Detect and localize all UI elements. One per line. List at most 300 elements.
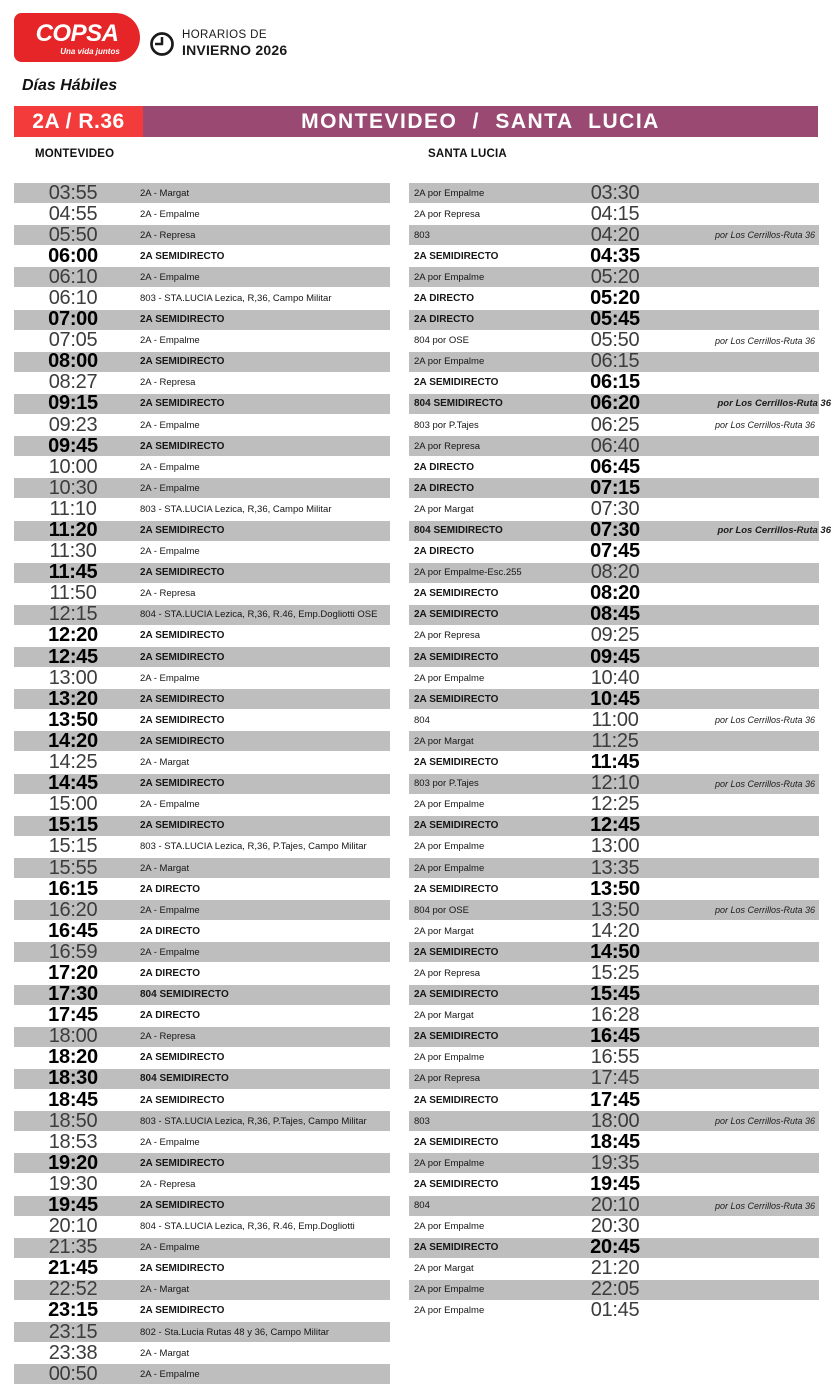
schedule-row (409, 1111, 819, 1131)
departure-time: 22:05 (590, 1278, 640, 1301)
route-label: 803 - STA.LUCIA Lezica, R,36, P.Tajes, Campo Militar (140, 1115, 367, 1127)
departure-time: 06:10 (48, 265, 98, 288)
schedule-row (409, 1280, 819, 1300)
departure-time: 20:10 (590, 1194, 640, 1216)
route-title: MONTEVIDEO / SANTA LUCIA (143, 106, 818, 137)
schedule-row (409, 1090, 819, 1110)
route-label: 803 - STA.LUCIA Lezica, R,36, Campo Militar (140, 503, 332, 515)
departure-time: 20:30 (590, 1215, 640, 1238)
schedule-row (409, 963, 819, 983)
schedule-row (409, 373, 819, 393)
departure-time: 11:50 (49, 582, 97, 605)
departure-time: 12:20 (48, 624, 98, 647)
route-label: 2A por Empalme-Esc.255 (414, 567, 522, 579)
schedule-row (14, 985, 390, 1005)
departure-time: 19:45 (590, 1172, 640, 1195)
route-label: 2A SEMIDIRECTO (140, 735, 225, 747)
departure-time: 13:00 (48, 666, 98, 689)
route-label: 804 por OSE (414, 335, 469, 347)
departure-time: 18:50 (48, 1109, 98, 1132)
santa-lucia-schedule-table (409, 181, 831, 1322)
route-label: 2A por Empalme (414, 841, 485, 853)
schedule-row (14, 1238, 390, 1258)
departure-time: 06:20 (590, 392, 640, 415)
via-note: por Los Cerrillos-Ruta 36 (714, 230, 815, 241)
route-label: 2A - Represa (140, 377, 196, 389)
route-label: 2A - Margat (140, 757, 190, 769)
schedule-row (409, 331, 819, 351)
schedule-row (409, 1238, 819, 1258)
departure-time: 04:20 (590, 223, 640, 246)
route-label: 2A SEMIDIRECTO (414, 609, 499, 621)
route-label: 2A SEMIDIRECTO (140, 525, 225, 536)
schedule-row (409, 267, 819, 287)
departure-time: 07:30 (590, 497, 640, 520)
route-label: 2A por Represa (414, 630, 481, 642)
route-label: 2A - Empalme (140, 271, 200, 283)
route-label: 2A SEMIDIRECTO (414, 250, 499, 262)
departure-time: 13:20 (48, 687, 98, 710)
route-label: 2A - Empalme (140, 546, 200, 558)
schedule-row (14, 246, 390, 266)
schedule-row (14, 774, 390, 794)
route-label: 2A SEMIDIRECTO (140, 693, 225, 705)
departure-time: 12:45 (48, 645, 98, 668)
schedule-row (409, 942, 819, 962)
departure-time: 03:55 (48, 181, 98, 204)
departure-time: 23:38 (48, 1341, 98, 1364)
schedule-row (409, 542, 819, 562)
route-label: 2A - Empalme (140, 799, 200, 811)
schedule-row (409, 478, 819, 498)
schedule-row (409, 310, 819, 330)
departure-time: 18:20 (48, 1046, 98, 1069)
route-label: 802 - Sta.Lucia Rutas 48 y 36, Campo Militar (140, 1326, 330, 1338)
route-label: 2A SEMIDIRECTO (414, 883, 499, 895)
route-label: 2A - Represa (140, 1031, 196, 1043)
departure-time: 01:45 (590, 1299, 640, 1322)
route-label: 2A por Margat (414, 735, 474, 747)
route-label: 804 SEMIDIRECTO (140, 989, 229, 1001)
schedule-row (14, 963, 390, 983)
departure-time: 09:45 (590, 645, 640, 668)
departure-time: 16:15 (48, 877, 98, 900)
schedule-row (409, 816, 819, 836)
departure-time: 06:25 (590, 413, 640, 436)
route-label: 2A SEMIDIRECTO (140, 820, 225, 832)
day-type-label: Días Hábiles (22, 77, 118, 94)
schedule-row (14, 1132, 390, 1152)
departure-time: 17:45 (48, 1004, 98, 1027)
route-label: 2A SEMIDIRECTO (140, 250, 225, 262)
departure-time: 23:15 (48, 1320, 98, 1343)
route-label: 2A por Empalme (414, 1305, 485, 1317)
schedule-row (409, 605, 819, 625)
route-label: 804 por OSE (414, 904, 469, 916)
route-label: 2A - Represa (140, 229, 196, 241)
departure-time: 11:00 (591, 708, 639, 731)
route-label: 2A SEMIDIRECTO (140, 1157, 225, 1169)
schedule-row (14, 1153, 390, 1173)
departure-time: 09:23 (48, 413, 98, 436)
schedule-row (14, 394, 390, 414)
departure-time: 19:20 (48, 1151, 98, 1174)
schedule-row (409, 415, 819, 435)
departure-time: 16:45 (590, 1025, 640, 1048)
via-note: por Los Cerrillos-Ruta 36 (714, 335, 815, 346)
schedule-row (14, 204, 390, 224)
schedule-row (409, 392, 831, 415)
schedule-row (14, 1343, 390, 1363)
route-label: 2A SEMIDIRECTO (140, 1305, 225, 1317)
schedule-row (409, 921, 819, 941)
route-label: 2A DIRECTO (140, 883, 201, 895)
departure-time: 14:50 (590, 940, 640, 963)
schedule-row (409, 1196, 819, 1216)
departure-time: 17:20 (48, 961, 98, 984)
departure-time: 10:45 (590, 687, 640, 710)
schedule-row (409, 858, 819, 878)
schedule-row (409, 985, 819, 1005)
departure-time: 13:35 (590, 856, 640, 879)
departure-time: 16:55 (590, 1046, 640, 1069)
via-note: por Los Cerrillos-Ruta 36 (714, 905, 815, 916)
route-label: 2A - Empalme (140, 1242, 200, 1254)
schedule-row (409, 900, 819, 920)
schedule-row (14, 668, 390, 688)
season-block (149, 29, 287, 58)
route-label: 803 - STA.LUCIA Lezica, R,36, P.Tajes, Campo Militar (140, 841, 367, 853)
schedule-row (14, 626, 390, 646)
departure-time: 20:10 (48, 1215, 98, 1238)
route-label: 2A DIRECTO (140, 925, 201, 937)
schedule-row (409, 563, 819, 583)
route-label: 2A por Empalme (414, 672, 485, 684)
schedule-row (14, 1364, 390, 1384)
departure-time: 17:45 (590, 1088, 640, 1111)
schedule-row (14, 1217, 390, 1237)
route-label: 2A SEMIDIRECTO (414, 1031, 499, 1043)
schedule-row (14, 753, 390, 773)
schedule-row (14, 1111, 390, 1131)
route-label: 2A SEMIDIRECTO (414, 588, 499, 600)
route-label: 2A por Margat (414, 1010, 474, 1022)
route-label: 2A DIRECTO (414, 482, 475, 494)
departure-time: 05:20 (590, 286, 640, 309)
route-label: 2A SEMIDIRECTO (140, 651, 225, 663)
schedule-row (14, 457, 390, 477)
route-label: 804 SEMIDIRECTO (414, 525, 503, 536)
route-label: 2A - Empalme (140, 1136, 200, 1148)
route-label: 2A SEMIDIRECTO (140, 567, 225, 579)
departure-time: 08:20 (590, 582, 640, 605)
route-label: 804 SEMIDIRECTO (140, 1073, 229, 1085)
schedule-row (14, 478, 390, 498)
route-label: 2A - Empalme (140, 419, 200, 431)
schedule-row (409, 1153, 819, 1173)
departure-time: 07:15 (590, 476, 640, 499)
departure-time: 11:30 (49, 540, 97, 563)
route-label: 2A DIRECTO (140, 967, 201, 979)
schedule-row (14, 521, 390, 541)
departure-time: 12:15 (48, 603, 98, 626)
departure-time: 10:00 (48, 455, 98, 478)
route-label: 2A SEMIDIRECTO (140, 1263, 225, 1275)
route-label: 2A por Empalme (414, 799, 485, 811)
route-title-bar (14, 106, 818, 137)
route-label: 2A - Empalme (140, 1368, 200, 1380)
departure-time: 12:45 (590, 814, 640, 837)
schedule-row (14, 563, 390, 583)
schedule-row (14, 1174, 390, 1194)
route-label: 2A SEMIDIRECTO (414, 989, 499, 1001)
schedule-row (14, 816, 390, 836)
departure-time: 09:15 (48, 392, 98, 415)
departure-time: 20:45 (590, 1236, 640, 1259)
schedule-row (409, 519, 831, 541)
departure-time: 18:45 (48, 1088, 98, 1111)
schedule-row (14, 183, 390, 203)
schedule-row (14, 542, 390, 562)
departure-time: 11:20 (48, 519, 98, 541)
route-label: 2A SEMIDIRECTO (414, 1178, 499, 1190)
route-label: 2A por Empalme (414, 862, 485, 874)
column-header-santa-lucia: SANTA LUCIA (428, 148, 507, 160)
via-note: por Los Cerrillos-Ruta 36 (714, 778, 815, 789)
departure-time: 11:25 (591, 729, 639, 752)
departure-time: 18:45 (590, 1130, 640, 1153)
route-label: 2A - Empalme (140, 335, 200, 347)
route-label: 2A SEMIDIRECTO (414, 757, 499, 769)
schedule-row (409, 1301, 819, 1321)
schedule-row (14, 942, 390, 962)
departure-time: 14:20 (48, 729, 98, 752)
montevideo-schedule-table (14, 183, 390, 1385)
via-note: por Los Cerrillos-Ruta 36 (714, 1200, 815, 1211)
via-note: por Los Cerrillos-Ruta 36 (717, 525, 831, 536)
departure-time: 08:27 (48, 371, 98, 394)
departure-time: 21:20 (590, 1257, 640, 1280)
schedule-row (409, 710, 819, 730)
departure-time: 11:45 (48, 561, 98, 584)
departure-time: 16:20 (48, 898, 98, 921)
schedule-row (409, 1027, 819, 1047)
schedule-row (14, 1090, 390, 1110)
schedule-row (14, 1027, 390, 1047)
schedule-row (409, 183, 819, 203)
departure-time: 10:40 (590, 666, 640, 689)
schedule-row (14, 795, 390, 815)
route-label: 2A - Empalme (140, 482, 200, 494)
departure-time: 17:45 (590, 1067, 640, 1090)
departure-time: 00:50 (48, 1362, 98, 1385)
route-label: 2A DIRECTO (140, 1010, 201, 1022)
schedule-row (14, 352, 390, 372)
via-note: por Los Cerrillos-Ruta 36 (714, 715, 815, 726)
departure-time: 11:10 (49, 497, 97, 520)
schedule-row (14, 731, 390, 751)
route-label: 2A - Margat (140, 1347, 190, 1359)
departure-time: 15:45 (590, 983, 640, 1006)
route-label: 2A por Represa (414, 1073, 481, 1085)
departure-time: 12:25 (590, 793, 640, 816)
route-label: 2A SEMIDIRECTO (140, 778, 225, 790)
departure-time: 15:55 (48, 856, 98, 879)
schedule-row (14, 415, 390, 435)
departure-time: 13:50 (590, 898, 640, 921)
departure-time: 04:15 (590, 202, 640, 225)
schedule-row (14, 858, 390, 878)
logo-tagline: Una vida juntos (60, 46, 120, 56)
schedule-row (14, 436, 390, 456)
route-label: 2A - Represa (140, 1178, 196, 1190)
schedule-row (14, 288, 390, 308)
schedule-row (14, 647, 390, 667)
schedule-row (409, 1217, 819, 1237)
route-label: 2A por Margat (414, 503, 474, 515)
route-label: 2A DIRECTO (414, 546, 475, 558)
route-label: 2A SEMIDIRECTO (414, 693, 499, 705)
schedule-row (14, 499, 390, 519)
departure-time: 19:35 (590, 1151, 640, 1174)
schedule-row (409, 1006, 819, 1026)
schedule-row (14, 1069, 390, 1089)
route-label: 2A por Represa (414, 208, 481, 220)
route-label: 2A - Empalme (140, 946, 200, 958)
schedule-row (14, 1048, 390, 1068)
departure-time: 11:45 (590, 751, 640, 774)
departure-time: 06:15 (590, 350, 640, 373)
route-label: 804 SEMIDIRECTO (414, 398, 503, 410)
departure-time: 08:00 (48, 350, 98, 373)
route-label: 2A SEMIDIRECTO (140, 398, 225, 410)
route-label: 2A DIRECTO (414, 314, 475, 326)
departure-time: 06:00 (48, 244, 98, 267)
departure-time: 15:25 (590, 961, 640, 984)
route-label: 2A SEMIDIRECTO (140, 1052, 225, 1064)
schedule-row (409, 1259, 819, 1279)
schedule-row (14, 1196, 390, 1216)
schedule-row (14, 837, 390, 857)
departure-time: 06:10 (48, 286, 98, 309)
schedule-row (409, 753, 819, 773)
schedule-row (14, 1301, 390, 1321)
departure-time: 05:45 (590, 308, 640, 331)
departure-time: 13:00 (590, 835, 640, 858)
schedule-row (409, 246, 819, 266)
departure-time: 06:15 (590, 371, 640, 394)
departure-time: 09:25 (590, 624, 640, 647)
route-label: 2A SEMIDIRECTO (414, 820, 499, 832)
schedule-row (14, 584, 390, 604)
departure-time: 12:10 (590, 772, 640, 795)
schedule-row (14, 879, 390, 899)
departure-time: 17:30 (48, 983, 98, 1006)
schedule-row (14, 1006, 390, 1026)
route-label: 2A SEMIDIRECTO (140, 356, 225, 368)
departure-time: 05:20 (590, 265, 640, 288)
schedule-row (14, 710, 390, 730)
departure-time: 03:30 (590, 181, 640, 204)
route-label: 2A por Margat (414, 925, 474, 937)
departure-time: 05:50 (590, 329, 640, 352)
column-header-montevideo: MONTEVIDEO (35, 148, 115, 160)
via-note: por Los Cerrillos-Ruta 36 (714, 1116, 815, 1127)
schedule-row (409, 352, 819, 372)
departure-time: 14:25 (48, 751, 98, 774)
departure-time: 18:30 (48, 1067, 98, 1090)
departure-time: 15:15 (48, 835, 98, 858)
schedule-row (409, 879, 819, 899)
departure-time: 15:15 (48, 814, 98, 837)
departure-time: 22:52 (48, 1278, 98, 1301)
schedule-row (14, 1280, 390, 1300)
departure-time: 18:00 (48, 1025, 98, 1048)
route-label: 803 por P.Tajes (414, 419, 479, 431)
departure-time: 09:45 (48, 434, 98, 457)
route-label: 2A por Empalme (414, 1284, 485, 1296)
departure-time: 16:28 (590, 1004, 640, 1027)
route-label: 2A por Represa (414, 967, 481, 979)
schedule-row (14, 921, 390, 941)
departure-time: 07:00 (48, 308, 98, 331)
departure-time: 06:40 (590, 434, 640, 457)
route-label: 2A SEMIDIRECTO (414, 1136, 499, 1148)
departure-time: 21:45 (48, 1257, 98, 1280)
departure-time: 07:30 (590, 519, 640, 541)
clock-icon (149, 31, 175, 57)
route-label: 2A DIRECTO (414, 461, 475, 473)
route-label: 2A SEMIDIRECTO (414, 1094, 499, 1106)
route-label: 2A - Margat (140, 1284, 190, 1296)
schedule-row (409, 626, 819, 646)
route-label: 803 (414, 229, 430, 241)
departure-time: 18:00 (590, 1109, 640, 1132)
schedule-row (14, 605, 390, 625)
departure-time: 23:15 (48, 1299, 98, 1322)
route-label: 2A DIRECTO (414, 292, 475, 304)
route-label: 2A por Empalme (414, 1157, 485, 1169)
departure-time: 05:50 (48, 223, 98, 246)
schedule-row (409, 731, 819, 751)
schedule-row (409, 204, 819, 224)
departure-time: 21:35 (48, 1236, 98, 1259)
route-label: 2A - Empalme (140, 672, 200, 684)
route-label: 2A por Empalme (414, 1052, 485, 1064)
schedule-row (409, 774, 819, 794)
schedule-row (14, 331, 390, 351)
route-label: 2A SEMIDIRECTO (140, 714, 225, 726)
route-label: 2A - Represa (140, 588, 196, 600)
route-label: 2A por Empalme (414, 271, 485, 283)
schedule-row (409, 584, 819, 604)
schedule-row (409, 837, 819, 857)
departure-time: 04:35 (590, 244, 640, 267)
route-label: 2A SEMIDIRECTO (140, 1094, 225, 1106)
route-label: 2A - Margat (140, 862, 190, 874)
schedule-row (14, 267, 390, 287)
route-label: 803 (414, 1115, 430, 1127)
schedule-row (409, 668, 819, 688)
departure-time: 19:45 (48, 1194, 98, 1216)
schedule-row (14, 1259, 390, 1279)
route-label: 2A - Empalme (140, 904, 200, 916)
departure-time: 10:30 (48, 476, 98, 499)
via-note: por Los Cerrillos-Ruta 36 (717, 398, 831, 410)
route-label: 2A por Represa (414, 440, 481, 452)
route-label: 2A SEMIDIRECTO (140, 630, 225, 642)
route-label: 804 (414, 714, 430, 726)
